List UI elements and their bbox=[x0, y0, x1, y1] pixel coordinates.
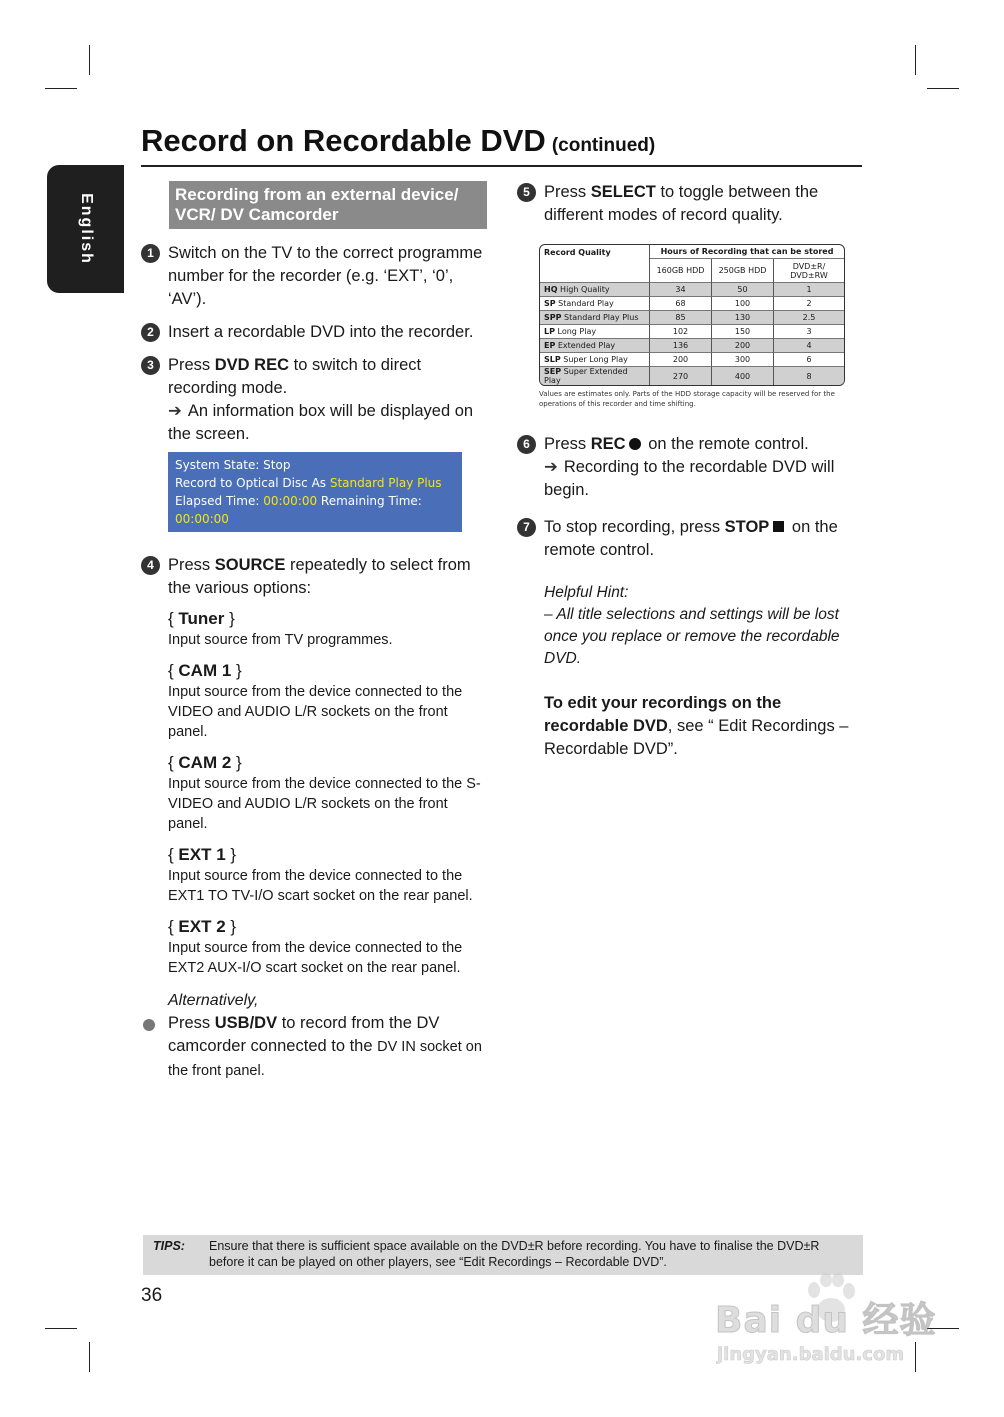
key-label: REC bbox=[590, 435, 626, 453]
option-description: Input source from the device connected to the VIDEO and AUDIO L/R sockets on the front panel. bbox=[168, 684, 463, 740]
option-cam1 bbox=[168, 660, 491, 742]
crop-mark bbox=[45, 1328, 77, 1329]
arrow-right-icon: ➔ bbox=[168, 402, 182, 420]
table-row: EP Extended Play 136 200 4 bbox=[540, 339, 844, 353]
table-subheader: 160GB HDD bbox=[650, 259, 712, 283]
step-3: 3 Press DVD REC to switch to direct recording mode. ➔ An information box will be displayed on the screen. System State: Stop Record to Optical Disc As Standard Play Plus Elapsed Time: 00:00:00 Remaining Time: 00:00:00 bbox=[141, 354, 491, 532]
option-ext1 bbox=[168, 844, 491, 906]
step-1: 1 Switch on the TV to the correct programme number for the recorder (e.g. ‘EXT’, ‘0’, ‘AV’). bbox=[141, 242, 491, 311]
step-number: 3 bbox=[141, 356, 160, 375]
table-note: Values are estimates only. Parts of the HDD storage capacity will be reserved for the operations of this recorder and time shifting. bbox=[539, 390, 835, 408]
key-label: STOP bbox=[724, 518, 770, 536]
section-header: Recording from an external device/ VCR/ DV Camcorder bbox=[169, 181, 487, 229]
step-number: 6 bbox=[517, 435, 536, 454]
option-description: Input source from the device connected to the EXT2 AUX-I/O scart socket on the rear panel. bbox=[168, 940, 463, 976]
watermark-brand: Bai du 经验 bbox=[715, 1300, 937, 1341]
table-header-quality: Record Quality bbox=[540, 245, 650, 283]
hint-text: – All title selections and settings will be lost once you replace or remove the recordable DVD. bbox=[544, 606, 840, 667]
table-row: SLP Super Long Play 200 300 6 bbox=[540, 353, 844, 367]
option-title: { Tuner } bbox=[168, 609, 235, 628]
language-tab bbox=[47, 165, 124, 293]
step-5: 5 Press SELECT to toggle between the different modes of record quality. bbox=[517, 181, 867, 227]
step-7: 7 To stop recording, press STOP on the remote control. bbox=[517, 516, 867, 562]
option-description: Input source from the device connected to the EXT1 TO TV-I/O scart socket on the rear panel. bbox=[168, 868, 473, 904]
option-description: Input source from TV programmes. bbox=[168, 632, 393, 648]
tips-box bbox=[143, 1235, 863, 1275]
option-tuner bbox=[168, 608, 491, 650]
step-number: 2 bbox=[141, 323, 160, 342]
page-title: Record on Recordable DVD (continued) bbox=[141, 123, 656, 158]
table-header-hours: Hours of Recording that can be stored bbox=[650, 245, 844, 259]
table-row: LP Long Play 102 150 3 bbox=[540, 325, 844, 339]
table-row: SPP Standard Play Plus 85 130 2.5 bbox=[540, 311, 844, 325]
stop-square-icon bbox=[773, 521, 784, 532]
crop-mark bbox=[915, 45, 916, 75]
step-number: 7 bbox=[517, 518, 536, 537]
step-result: ➔ Recording to the recordable DVD will begin. bbox=[544, 458, 835, 499]
key-label: SELECT bbox=[590, 183, 656, 201]
bullet-dot-icon bbox=[143, 1019, 155, 1031]
left-column bbox=[141, 181, 491, 1083]
info-box bbox=[168, 452, 462, 532]
crop-mark bbox=[89, 45, 90, 75]
table-row: HQ High Quality 34 50 1 bbox=[540, 283, 844, 297]
option-ext2 bbox=[168, 916, 491, 978]
option-title: { CAM 2 } bbox=[168, 753, 242, 772]
table-row: SEP Super Extended Play 270 400 8 bbox=[540, 367, 844, 385]
record-dot-icon bbox=[629, 438, 641, 450]
record-quality-table bbox=[539, 244, 845, 386]
step-6: 6 Press REC on the remote control. ➔ Recording to the recordable DVD will begin. bbox=[517, 433, 867, 502]
option-title: { CAM 1 } bbox=[168, 661, 242, 680]
language-label: English bbox=[77, 193, 95, 265]
alternatively-label: Alternatively, bbox=[168, 992, 259, 1009]
step-2: 2 Insert a recordable DVD into the recorder. bbox=[141, 321, 491, 344]
option-title: { EXT 1 } bbox=[168, 845, 237, 864]
step-number: 1 bbox=[141, 244, 160, 263]
info-line: Record to Optical Disc As Standard Play Plus bbox=[175, 476, 442, 490]
bullet-usb-dv: Press USB/DV to record from the DV camcorder connected to the DV IN socket on the front panel. bbox=[141, 1012, 491, 1083]
baidu-watermark bbox=[715, 1272, 945, 1372]
watermark-site: jingyan.baidu.com bbox=[717, 1344, 905, 1365]
edit-recordings-note: To edit your recordings on the recordable DVD, see “ Edit Recordings – Recordable DVD”. bbox=[544, 694, 849, 758]
tips-label: TIPS: bbox=[153, 1239, 185, 1253]
step-number: 5 bbox=[517, 183, 536, 202]
option-cam2 bbox=[168, 752, 491, 834]
option-title: { EXT 2 } bbox=[168, 917, 237, 936]
key-label: SOURCE bbox=[214, 556, 286, 574]
helpful-hint bbox=[517, 582, 867, 670]
crop-mark bbox=[45, 88, 77, 89]
crop-mark bbox=[927, 88, 959, 89]
table-row: SP Standard Play 68 100 2 bbox=[540, 297, 844, 311]
step-result: ➔ An information box will be displayed on the screen. bbox=[168, 402, 474, 443]
option-description: Input source from the device connected to the S-VIDEO and AUDIO L/R sockets on the front panel. bbox=[168, 776, 481, 832]
step-number: 4 bbox=[141, 556, 160, 575]
title-divider bbox=[141, 165, 862, 167]
hint-title: Helpful Hint: bbox=[544, 584, 629, 601]
table-subheader: DVD±R/ DVD±RW bbox=[774, 259, 844, 283]
key-label: DVD REC bbox=[214, 356, 290, 374]
table-subheader: 250GB HDD bbox=[712, 259, 774, 283]
right-column bbox=[517, 181, 867, 761]
tips-text: Ensure that there is sufficient space available on the DVD±R before recording. You have to finalise the DVD±R before it can be played on other players, see “Edit Recordings – Recordable DVD”. bbox=[209, 1239, 820, 1269]
key-label: USB/DV bbox=[214, 1014, 278, 1032]
info-line: System State: Stop bbox=[175, 458, 291, 472]
step-4: 4 Press SOURCE repeatedly to select from the various options: { Tuner } Input source from TV programmes. { CAM 1 } Input source from the device connected to the VIDEO and AUDIO L/R sockets on the front panel. { CAM 2 } Input source from the device connected to the S-VIDEO and AUDIO L/R sockets on the front panel. { EXT 1 } Input source from the device connected to the EXT1 TO TV-I/O scart socket on the rear panel. { EXT 2 } Input source from the device connected to the EXT2 AUX-I/O scart socket on the rear panel. Alternatively, bbox=[141, 554, 491, 1012]
crop-mark bbox=[89, 1342, 90, 1372]
info-line: Elapsed Time: 00:00:00 Remaining Time: 00:00:00 bbox=[175, 494, 422, 526]
arrow-right-icon: ➔ bbox=[544, 458, 558, 476]
page-number: 36 bbox=[141, 1285, 163, 1306]
